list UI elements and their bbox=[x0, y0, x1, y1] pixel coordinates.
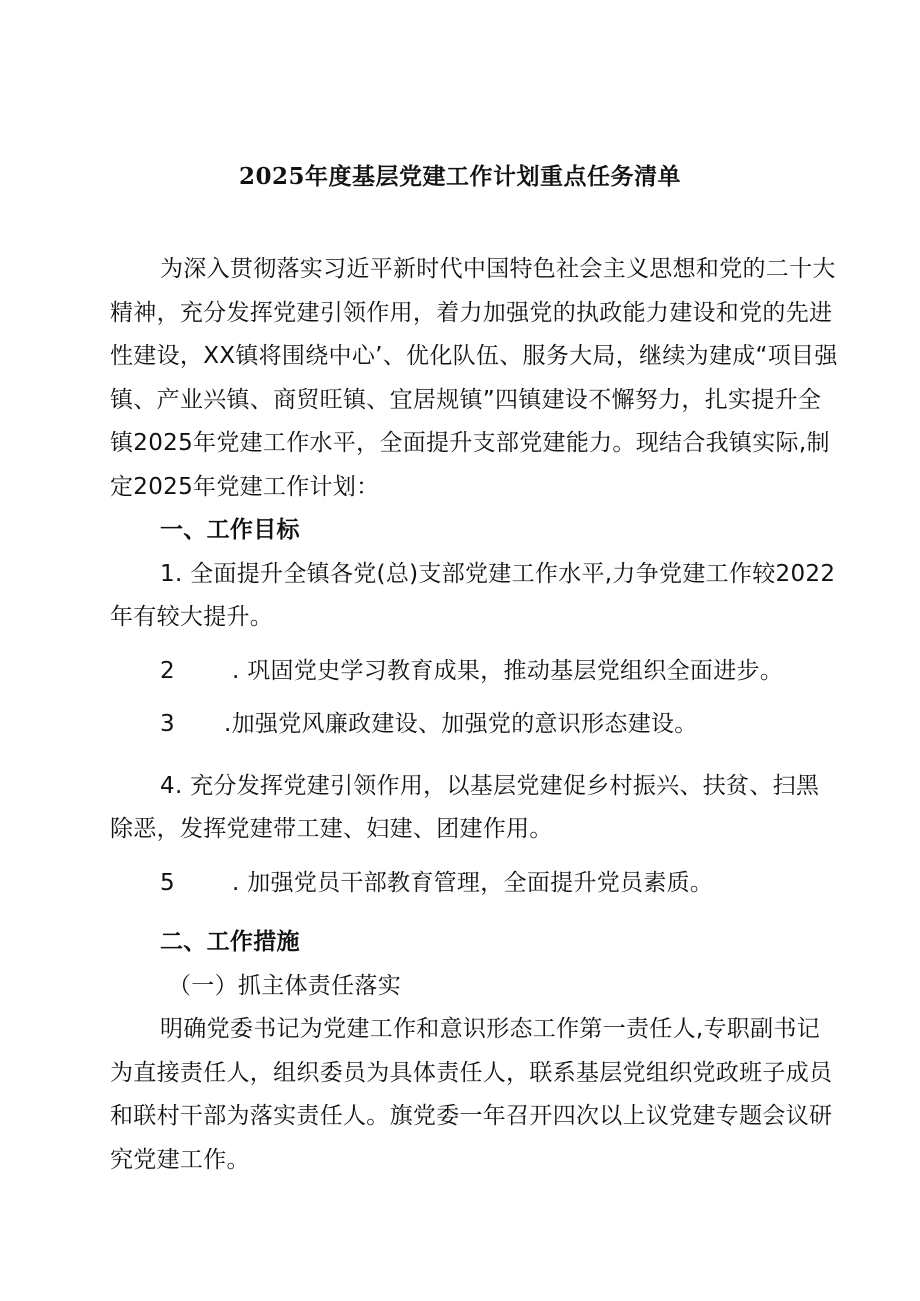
goal-number: 3 bbox=[160, 711, 175, 737]
goal-item-4 bbox=[110, 765, 840, 852]
goal-text: .加强党风廉政建设、加强党的意识形态建设。 bbox=[224, 711, 698, 737]
goal-item-2 bbox=[110, 650, 840, 694]
measures-paragraph: 明确党委书记为党建工作和意识形态工作第一责任人,专职副书记为直接责任人，组织委员为具体责任人，联系基层党组织党政班子成员和联村干部为落实责任人。旗党委一年召开四次以上议党建专题会议研究党建工作。 bbox=[110, 1016, 833, 1173]
goal-item-3 bbox=[110, 703, 840, 747]
section-heading-goals: 一、工作目标 bbox=[160, 517, 300, 543]
goal-text: . 充分发挥党建引领作用，以基层党建促乡村振兴、扶贫、扫黑除恶，发挥党建带工建、妇建、团建作用。 bbox=[110, 772, 820, 842]
section-heading-measures: 二、工作措施 bbox=[160, 929, 300, 955]
goal-text: . 加强党员干部教育管理，全面提升党员素质。 bbox=[232, 869, 714, 896]
goal-item-5 bbox=[110, 862, 840, 906]
goal-number: 5 bbox=[160, 869, 175, 896]
goal-item-1 bbox=[110, 553, 840, 640]
goal-number: 2 bbox=[160, 657, 175, 684]
goal-number: 1 bbox=[160, 560, 175, 587]
document-body bbox=[110, 248, 840, 1182]
document-title: 2025年度基层党建工作计划重点任务清单 bbox=[238, 163, 681, 190]
subsection-heading: （一）抓主体责任落实 bbox=[168, 972, 401, 999]
goal-number: 4 bbox=[160, 772, 175, 799]
intro-paragraph: 为深入贯彻落实习近平新时代中国特色社会主义思想和党的二十大精神，充分发挥党建引领作用，着力加强党的执政能力建设和党的先进性建设，XX镇将围绕中心’、优化队伍、服务大局，继续为建成“项目强镇、产业兴镇、商贸旺镇、宜居规镇”四镇建设不懈努力，扎实提升全镇2025年党建工作水平，全面提升支部党建能力。现结合我镇实际,制定2025年党建工作计划： bbox=[110, 256, 838, 500]
goal-text: . 全面提升全镇各党(总)支部党建工作水平,力争党建工作较2022年有较大提升。 bbox=[110, 560, 836, 630]
goal-text: . 巩固党史学习教育成果，推动基层党组织全面进步。 bbox=[232, 657, 784, 684]
